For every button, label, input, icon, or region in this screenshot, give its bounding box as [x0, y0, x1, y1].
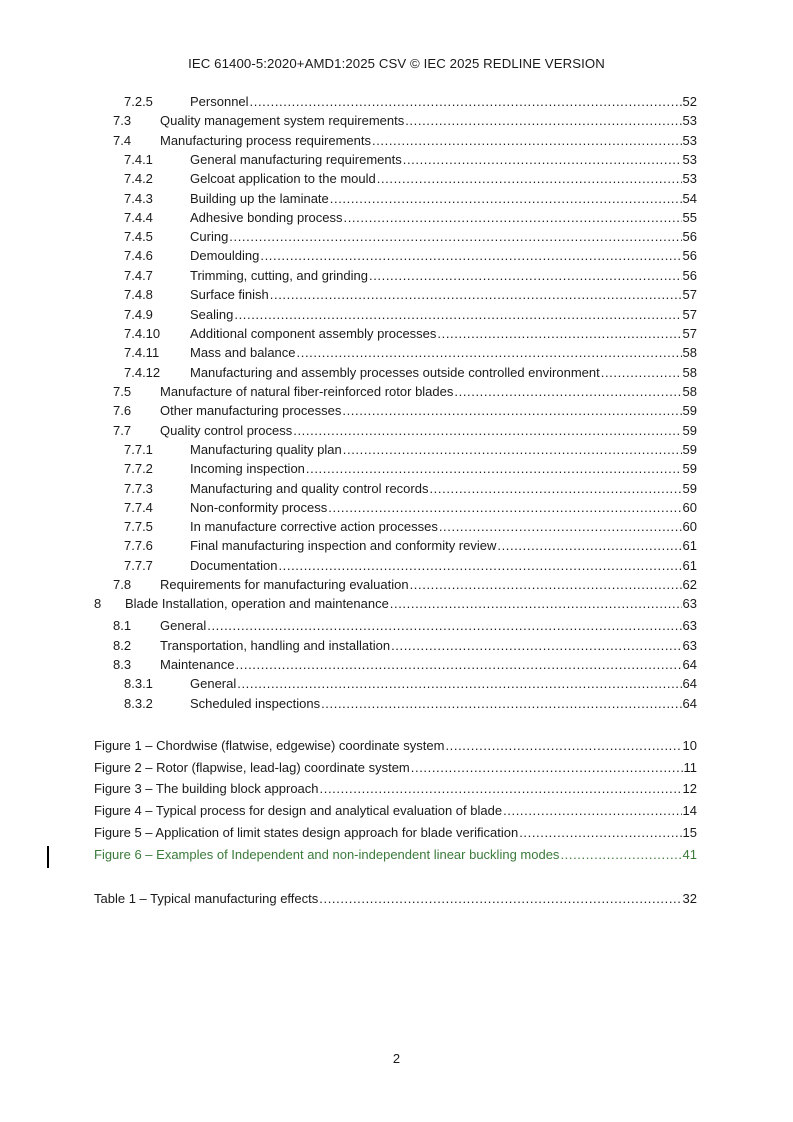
- dot-leader: [330, 190, 682, 208]
- toc-entry-title: Quality management system requirements: [160, 113, 405, 128]
- toc-entry-page: 59: [682, 442, 697, 457]
- toc-entry-page: 59: [682, 423, 697, 438]
- toc-entry[interactable]: [0, 595, 793, 613]
- toc-entry-title: Trimming, cutting, and grinding: [190, 268, 368, 283]
- toc-entry[interactable]: [0, 228, 793, 246]
- toc-entry[interactable]: [0, 190, 793, 208]
- toc-entry-number: 7.4.2: [124, 171, 153, 186]
- toc-entry-title: Maintenance: [160, 657, 235, 672]
- toc-entry-number: 7.2.5: [124, 94, 153, 109]
- toc-entry-page: 54: [682, 191, 697, 206]
- toc-entry-number: 7.4.4: [124, 210, 153, 225]
- toc-entry-title: Incoming inspection: [190, 461, 305, 476]
- table-entry[interactable]: [0, 890, 793, 908]
- toc-entry-page: 56: [682, 268, 697, 283]
- figure-entry-title: Figure 6 – Examples of Independent and non-independent linear buckling modes: [94, 847, 560, 862]
- figure-entry-title: Figure 1 – Chordwise (flatwise, edgewise) coordinate system: [94, 738, 445, 753]
- dot-leader: [306, 460, 682, 478]
- toc-entry-page: 58: [682, 345, 697, 360]
- toc-entry-title: Personnel: [190, 94, 249, 109]
- toc-entry-page: 57: [682, 307, 697, 322]
- dot-leader: [411, 759, 683, 777]
- toc-entry-title: Manufacturing and assembly processes outside controlled environment: [190, 365, 600, 380]
- dot-leader: [229, 228, 681, 246]
- toc-entry[interactable]: [0, 422, 793, 440]
- toc-entry-page: 56: [682, 248, 697, 263]
- figure-entry-title: Figure 2 – Rotor (flapwise, lead-lag) coordinate system: [94, 760, 410, 775]
- toc-entry-page: 60: [682, 500, 697, 515]
- toc-entry-number: 7.7: [113, 423, 132, 438]
- toc-entry-number: 7.4.9: [124, 307, 153, 322]
- toc-entry[interactable]: [0, 656, 793, 674]
- figure-entry-page: 10: [682, 738, 697, 753]
- toc-entry-page: 59: [682, 403, 697, 418]
- toc-entry[interactable]: [0, 537, 793, 555]
- toc-entry-page: 58: [682, 384, 697, 399]
- toc-entry-number: 7.7.4: [124, 500, 153, 515]
- toc-entry-number: 7.4.5: [124, 229, 153, 244]
- toc-entry-number: 7.7.2: [124, 461, 153, 476]
- toc-entry-title: Building up the laminate: [190, 191, 329, 206]
- dot-leader: [343, 441, 682, 459]
- toc-entry-number: 7.4.7: [124, 268, 153, 283]
- toc-entry-page: 55: [682, 210, 697, 225]
- toc-entry-number: 8.3.2: [124, 696, 153, 711]
- toc-entry[interactable]: [0, 151, 793, 169]
- dot-leader: [207, 617, 681, 635]
- figure-entry-inserted[interactable]: [0, 846, 793, 864]
- toc-entry-number: 7.5: [113, 384, 132, 399]
- toc-entry-page: 53: [682, 113, 697, 128]
- toc-entry-page: 64: [682, 676, 697, 691]
- figure-entry-title: Figure 3 – The building block approach: [94, 781, 319, 796]
- dot-leader: [454, 383, 681, 401]
- figure-entry-page: 14: [682, 803, 697, 818]
- toc-entry-title: Final manufacturing inspection and conformity review: [190, 538, 497, 553]
- toc-entry-page: 53: [682, 133, 697, 148]
- toc-entry[interactable]: [0, 286, 793, 304]
- toc-entry-page: 63: [682, 618, 697, 633]
- toc-entry-page: 61: [682, 558, 697, 573]
- figure-entry[interactable]: [0, 780, 793, 798]
- toc-entry-title: Documentation: [190, 558, 278, 573]
- figure-entry-title: Figure 4 – Typical process for design and analytical evaluation of blade: [94, 803, 503, 818]
- page-number: 2: [392, 1051, 401, 1066]
- dot-leader: [497, 537, 681, 555]
- dot-leader: [234, 306, 681, 324]
- toc-entry-number: 7.4.8: [124, 287, 153, 302]
- figure-entry-page: 41: [682, 847, 697, 862]
- toc-entry-number: 7.3: [113, 113, 132, 128]
- dot-leader: [344, 209, 682, 227]
- toc-entry-title: Manufacturing quality plan: [190, 442, 342, 457]
- dot-leader: [503, 802, 681, 820]
- dot-leader: [372, 132, 682, 150]
- toc-entry[interactable]: [0, 383, 793, 401]
- dot-leader: [410, 576, 682, 594]
- dot-leader: [319, 890, 681, 908]
- document-header: IEC 61400-5:2020+AMD1:2025 CSV © IEC 2025 REDLINE VERSION: [188, 56, 605, 71]
- figure-entry[interactable]: [0, 824, 793, 842]
- dot-leader: [439, 518, 682, 536]
- toc-entry-title: Sealing: [190, 307, 234, 322]
- toc-entry-title: Requirements for manufacturing evaluation: [160, 577, 409, 592]
- toc-entry-number: 8: [94, 596, 102, 611]
- toc-entry-title: In manufacture corrective action processes: [190, 519, 438, 534]
- dot-leader: [429, 480, 681, 498]
- toc-entry-number: 7.4.11: [124, 345, 160, 360]
- table-entry-title: Table 1 – Typical manufacturing effects: [94, 891, 319, 906]
- toc-entry-number: 7.4: [113, 133, 132, 148]
- dot-leader: [601, 364, 682, 382]
- toc-entry-title: Surface finish: [190, 287, 269, 302]
- dot-leader: [278, 557, 681, 575]
- dot-leader: [321, 695, 681, 713]
- toc-entry[interactable]: [0, 209, 793, 227]
- dot-leader: [260, 247, 681, 265]
- figure-entry-page: 15: [682, 825, 697, 840]
- toc-entry-title: Gelcoat application to the mould: [190, 171, 376, 186]
- toc-entry-title: Demoulding: [190, 248, 260, 263]
- toc-entry-title: Curing: [190, 229, 229, 244]
- toc-entry-page: 63: [682, 638, 697, 653]
- toc-entry[interactable]: [0, 364, 793, 382]
- toc-entry-page: 53: [682, 152, 697, 167]
- toc-entry-title: Manufacturing process requirements: [160, 133, 371, 148]
- table-entry-page: 32: [682, 891, 697, 906]
- toc-entry-number: 8.1: [113, 618, 132, 633]
- revision-change-bar: [47, 846, 49, 868]
- toc-entry-page: 62: [682, 577, 697, 592]
- toc-entry[interactable]: [0, 695, 793, 713]
- toc-entry-title: General: [160, 618, 207, 633]
- toc-entry-number: 7.4.10: [124, 326, 161, 341]
- toc-entry-page: 52: [682, 94, 697, 109]
- toc-entry-number: 8.2: [113, 638, 132, 653]
- toc-entry-number: 7.7.5: [124, 519, 153, 534]
- toc-entry-page: 63: [682, 596, 697, 611]
- toc-entry-number: 7.6: [113, 403, 132, 418]
- toc-entry-number: 8.3: [113, 657, 132, 672]
- dot-leader: [297, 344, 682, 362]
- toc-entry-page: 57: [682, 287, 697, 302]
- figure-entry[interactable]: [0, 759, 793, 777]
- toc-entry[interactable]: [0, 402, 793, 420]
- toc-entry[interactable]: [0, 112, 793, 130]
- figure-entry-page: 11: [683, 760, 697, 775]
- toc-entry-number: 7.4.3: [124, 191, 153, 206]
- toc-entry[interactable]: [0, 93, 793, 111]
- toc-entry-number: 7.7.1: [124, 442, 153, 457]
- toc-entry[interactable]: [0, 460, 793, 478]
- dot-leader: [403, 151, 682, 169]
- dot-leader: [270, 286, 682, 304]
- toc-entry-page: 56: [682, 229, 697, 244]
- dot-leader: [437, 325, 681, 343]
- toc-entry-number: 8.3.1: [124, 676, 153, 691]
- toc-entry-title: Non-conformity process: [190, 500, 328, 515]
- toc-entry-number: 7.8: [113, 577, 132, 592]
- dot-leader: [342, 402, 681, 420]
- toc-entry-page: 59: [682, 461, 697, 476]
- toc-entry-page: 58: [682, 365, 697, 380]
- toc-entry-number: 7.4.6: [124, 248, 153, 263]
- toc-entry[interactable]: [0, 267, 793, 285]
- figure-entry-title: Figure 5 – Application of limit states design approach for blade verification: [94, 825, 519, 840]
- toc-entry-title: General: [190, 676, 237, 691]
- toc-entry[interactable]: [0, 306, 793, 324]
- dot-leader: [235, 656, 681, 674]
- toc-entry-page: 59: [682, 481, 697, 496]
- figure-entry[interactable]: [0, 802, 793, 820]
- toc-entry-title: Scheduled inspections: [190, 696, 321, 711]
- toc-entry[interactable]: [0, 170, 793, 188]
- toc-entry[interactable]: [0, 132, 793, 150]
- toc-entry-title: Quality control process: [160, 423, 293, 438]
- dot-leader: [377, 170, 682, 188]
- dot-leader: [405, 112, 681, 130]
- toc-entry-number: 7.7.6: [124, 538, 153, 553]
- toc-entry[interactable]: [0, 576, 793, 594]
- toc-entry[interactable]: [0, 617, 793, 635]
- dot-leader: [519, 824, 681, 842]
- toc-entry-page: 64: [682, 657, 697, 672]
- toc-entry[interactable]: [0, 344, 793, 362]
- toc-entry[interactable]: [0, 518, 793, 536]
- toc-entry-page: 57: [682, 326, 697, 341]
- dot-leader: [250, 93, 682, 111]
- toc-entry[interactable]: [0, 441, 793, 459]
- toc-entry-title: Transportation, handling and installation: [160, 638, 391, 653]
- toc-entry[interactable]: [0, 675, 793, 693]
- toc-entry[interactable]: [0, 557, 793, 575]
- toc-entry-title: Adhesive bonding process: [190, 210, 343, 225]
- dot-leader: [560, 846, 681, 864]
- toc-entry-page: 64: [682, 696, 697, 711]
- dot-leader: [390, 595, 682, 613]
- toc-entry[interactable]: [0, 637, 793, 655]
- toc-entry-number: 7.7.7: [124, 558, 153, 573]
- toc-entry[interactable]: [0, 247, 793, 265]
- dot-leader: [391, 637, 681, 655]
- toc-entry[interactable]: [0, 325, 793, 343]
- figure-entry[interactable]: [0, 737, 793, 755]
- toc-entry[interactable]: [0, 499, 793, 517]
- toc-entry-title: General manufacturing requirements: [190, 152, 402, 167]
- dot-leader: [320, 780, 682, 798]
- toc-entry-page: 53: [682, 171, 697, 186]
- dot-leader: [328, 499, 681, 517]
- dot-leader: [237, 675, 681, 693]
- toc-entry-title: Mass and balance: [190, 345, 296, 360]
- toc-entry-number: 7.4.1: [124, 152, 153, 167]
- toc-entry-page: 61: [682, 538, 697, 553]
- toc-entry-title: Manufacture of natural fiber-reinforced rotor blades: [160, 384, 454, 399]
- dot-leader: [293, 422, 681, 440]
- toc-entry-title: Additional component assembly processes: [190, 326, 437, 341]
- dot-leader: [369, 267, 682, 285]
- dot-leader: [445, 737, 681, 755]
- toc-entry-number: 7.4.12: [124, 365, 161, 380]
- toc-entry[interactable]: [0, 480, 793, 498]
- figure-entry-page: 12: [682, 781, 697, 796]
- toc-entry-number: 7.7.3: [124, 481, 153, 496]
- toc-entry-page: 60: [682, 519, 697, 534]
- toc-entry-title: Manufacturing and quality control records: [190, 481, 429, 496]
- toc-entry-title: Blade Installation, operation and maintenance: [125, 596, 389, 611]
- toc-entry-title: Other manufacturing processes: [160, 403, 342, 418]
